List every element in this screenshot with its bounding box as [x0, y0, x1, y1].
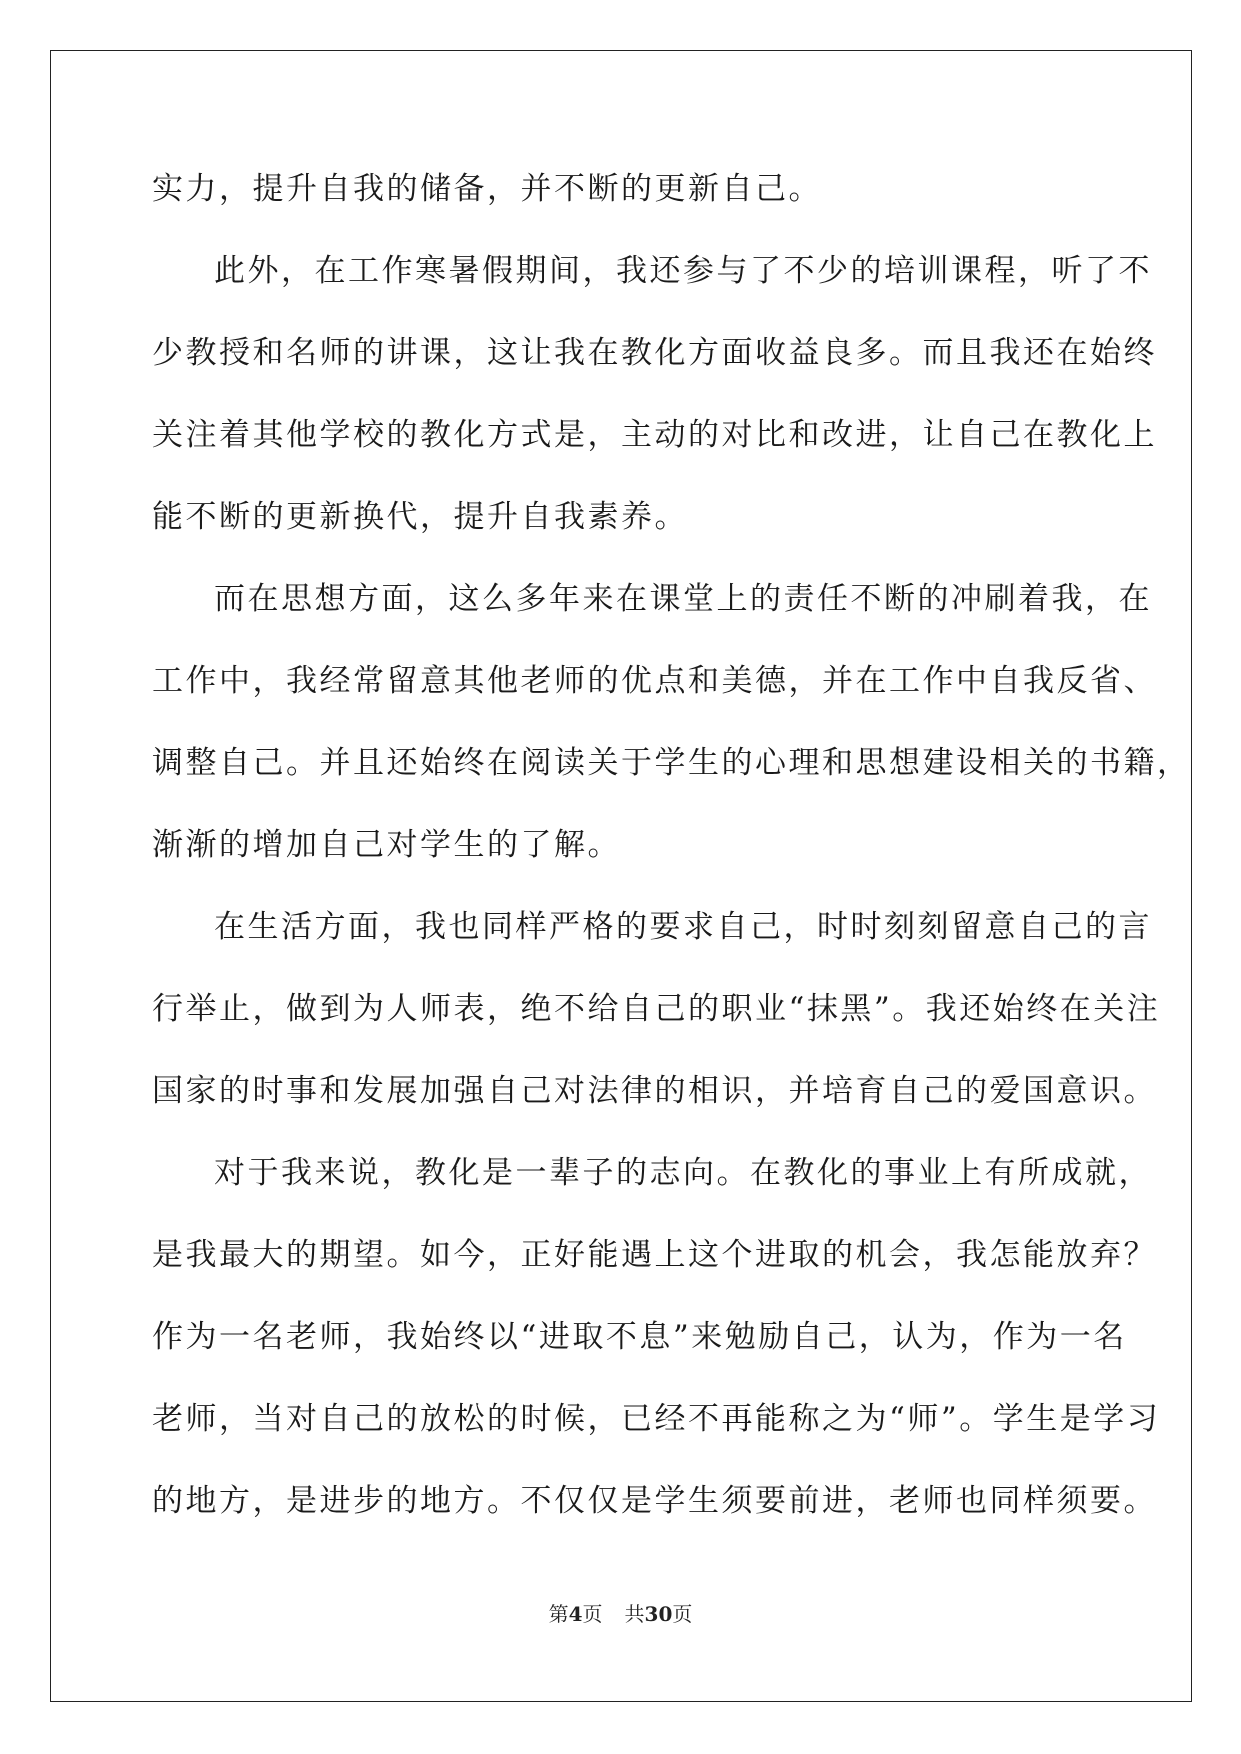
text-line: 是我最大的期望。如今，正好能遇上这个进取的机会，我怎能放弃？ [152, 1237, 1157, 1273]
text-line: 渐渐的增加自己对学生的了解。 [152, 827, 621, 863]
paragraph-start-line: 此外，在工作寒暑假期间，我还参与了不少的培训课程，听了不 [214, 253, 1152, 289]
text-line: 少教授和名师的讲课，这让我在教化方面收益良多。而且我还在始终 [152, 335, 1157, 371]
text-line: 调整自己。并且还始终在阅读关于学生的心理和思想建设相关的书籍， [152, 745, 1191, 781]
text-line: 老师，当对自己的放松的时候，已经不再能称之为“师”。学生是学习 [152, 1401, 1161, 1437]
total-label-prefix: 共 [624, 1602, 645, 1626]
page-footer [0, 1598, 1241, 1627]
total-label-suffix: 页 [672, 1602, 693, 1626]
paragraph-start-line: 而在思想方面，这么多年来在课堂上的责任不断的冲刷着我，在 [214, 581, 1152, 617]
text-line: 工作中，我经常留意其他老师的优点和美德，并在工作中自我反省、 [152, 663, 1157, 699]
text-line: 行举止，做到为人师表，绝不给自己的职业“抹黑”。我还始终在关注 [152, 991, 1161, 1027]
text-line: 国家的时事和发展加强自己对法律的相识，并培育自己的爱国意识。 [152, 1073, 1157, 1109]
text-line: 实力，提升自我的储备，并不断的更新自己。 [152, 171, 822, 207]
text-line: 关注着其他学校的教化方式是，主动的对比和改进，让自己在教化上 [152, 417, 1157, 453]
page-number: 4 [568, 1602, 583, 1626]
total-pages: 30 [644, 1602, 673, 1626]
text-line: 能不断的更新换代，提升自我素养。 [152, 499, 688, 535]
paragraph-start-line: 对于我来说，教化是一辈子的志向。在教化的事业上有所成就， [214, 1155, 1152, 1191]
paragraph-start-line: 在生活方面，我也同样严格的要求自己，时时刻刻留意自己的言 [214, 909, 1152, 945]
text-line: 的地方，是进步的地方。不仅仅是学生须要前进，老师也同样须要。 [152, 1483, 1157, 1519]
page-label-prefix: 第 [548, 1602, 569, 1626]
page-label-suffix: 页 [582, 1602, 603, 1626]
document-body [152, 148, 1191, 1542]
text-line: 作为一名老师，我始终以“进取不息”来勉励自己，认为，作为一名 [152, 1319, 1127, 1355]
